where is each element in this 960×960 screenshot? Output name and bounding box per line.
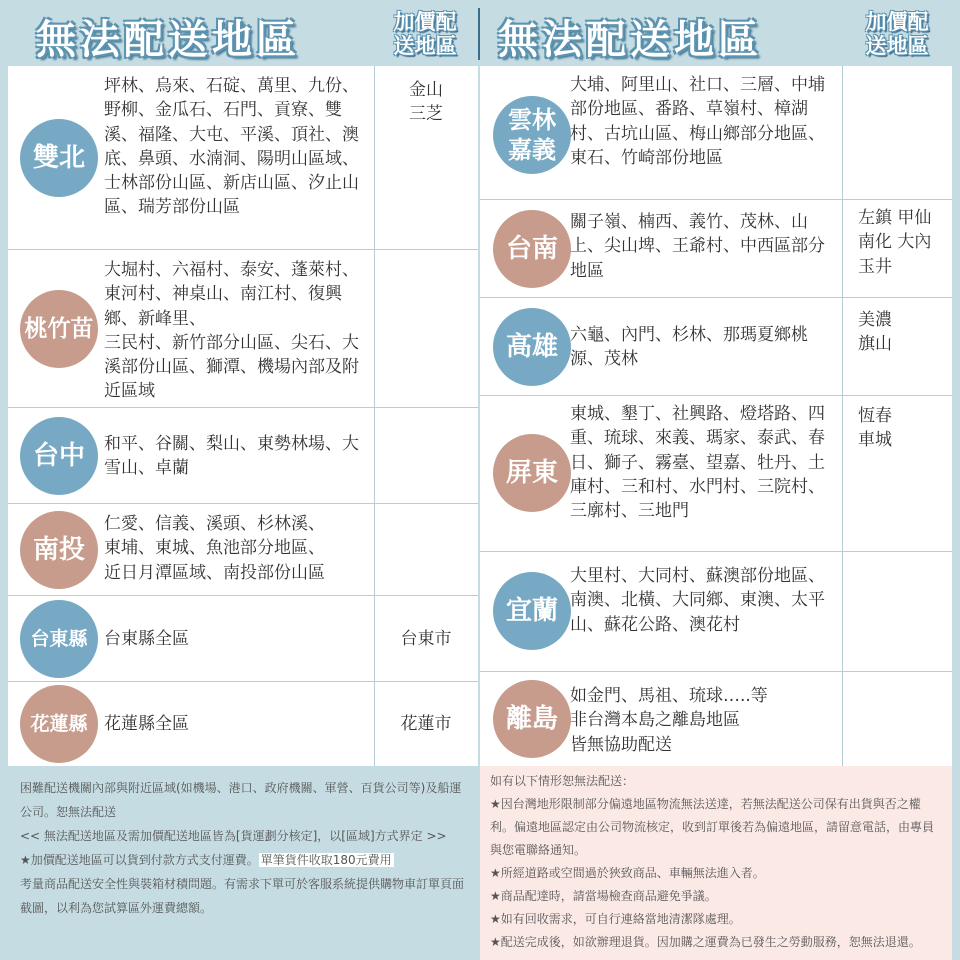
- header-divider: [478, 8, 480, 60]
- shipping-notes-left: [8, 766, 478, 960]
- surcharge-areas: 左鎮 甲仙 南化 大內 玉井: [858, 208, 932, 277]
- region-badge: 離島: [493, 680, 571, 758]
- region-areas: 如金門、馬祖、琉球…..等 非台灣本島之離島地區 皆無協助配送: [570, 686, 768, 755]
- right-title: 無法配送地區: [498, 17, 762, 63]
- right-surcharge-header-line1: 加價配: [865, 10, 929, 34]
- region-areas: 大堀村、六福村、泰安、蓬萊村、東河村、神桌山、南江村、復興鄉、新峰里、 三民村、新竹部分山區、尖石、大溪部份山區、獅潭、機場內部及附近區域: [104, 260, 359, 402]
- region-areas: 六龜、內門、杉林、那瑪夏鄉桃源、茂林: [570, 325, 808, 370]
- region-row-taitung: [8, 596, 478, 682]
- surcharge-areas: 花蓮市: [400, 714, 452, 734]
- region-row-yunlin-chiayi: [480, 66, 952, 200]
- right-surcharge-header-line2: 送地區: [865, 34, 929, 58]
- note-recycling: ★如有回收需求，可自行連絡當地清潔隊處理。: [490, 912, 741, 926]
- right-surcharge-header: [857, 10, 937, 58]
- region-row-tainan: [480, 200, 952, 298]
- region-row-nantou: [8, 504, 478, 596]
- left-surcharge-header: [385, 10, 465, 58]
- region-areas: 大埔、阿里山、社口、三層、中埔部份地區、番路、草嶺村、樟湖村、古坑山區、梅山鄉部分地區、東石、竹崎部份地區: [570, 75, 825, 168]
- note-difficult-delivery: 困難配送機關內部與附近區域(如機場、港口、政府機關、軍營、百貨公司等)及船運公司。恕無法配送: [20, 781, 462, 819]
- region-row-yilan: [480, 552, 952, 672]
- surcharge-areas: 恆春 車城: [858, 406, 892, 451]
- region-areas: 台東縣全區: [104, 629, 189, 649]
- note-terrain: ★因台灣地形限制部分偏遠地區物流無法送達，若無法配送公司保有出貨與否之權利。偏遠地區認定由公司物流核定，收到訂單後若為偏遠地區，請留意電話，由專員與您電聯絡通知。: [490, 797, 935, 857]
- note-surcharge-payment: [20, 848, 466, 872]
- region-row-shuangbei: [8, 66, 478, 250]
- region-areas: 關子嶺、楠西、義竹、茂林、山上、尖山埤、王爺村、中西區部分地區: [570, 212, 825, 281]
- right-region-table: [480, 66, 952, 766]
- region-row-taozhumiao: [8, 250, 478, 408]
- region-areas: 花蓮縣全區: [104, 714, 189, 734]
- left-surcharge-header-line2: 送地區: [393, 34, 457, 58]
- region-badge: 雙北: [20, 119, 98, 197]
- shipping-notes-right: [480, 766, 952, 960]
- region-badge: 南投: [20, 511, 98, 589]
- note-surcharge-fee-highlight: 單筆貨件收取180元費用: [260, 853, 392, 867]
- note-returns: ★配送完成後，如欲辦理退貨。因加購之運費為已發生之勞動服務，恕無法退還。: [490, 935, 921, 949]
- region-badge: 高雄: [493, 308, 571, 386]
- region-row-outlying-islands: [480, 672, 952, 766]
- note-packaging: 考量商品配送安全性與裝箱材積問題。有需求下單可於客服系統提供購物車訂單頁面截圖，以利為您試算區外運費總額。: [20, 877, 465, 915]
- region-badge: 宜蘭: [493, 572, 571, 650]
- surcharge-areas: 台東市: [400, 629, 452, 649]
- note-inspect-goods: ★商品配達時，請當場檢查商品避免爭議。: [490, 889, 717, 903]
- region-areas: 大里村、大同村、蘇澳部份地區、南澳、北橫、大同鄉、東澳、太平山、蘇花公路、澳花村: [570, 566, 825, 635]
- note-surcharge-text: ★加價配送地區可以貨到付款方式支付運費。: [20, 853, 259, 867]
- region-areas: 和平、谷關、梨山、東勢林場、大雪山、卓蘭: [104, 434, 359, 479]
- left-title: 無法配送地區: [36, 17, 300, 63]
- region-badge: 桃竹苗: [20, 290, 98, 368]
- region-row-hualien: [8, 682, 478, 766]
- left-surcharge-header-line1: 加價配: [393, 10, 457, 34]
- region-badge: 屏東: [493, 434, 571, 512]
- region-badge: 雲林 嘉義: [493, 96, 571, 174]
- region-row-kaohsiung: [480, 298, 952, 396]
- region-areas: 坪林、烏來、石碇、萬里、九份、野柳、金瓜石、石門、貢寮、雙溪、福隆、大屯、平溪、頂社、澳底、鼻頭、水湳洞、陽明山區域、士林部份山區、新店山區、汐止山區、瑞芳部份山區: [104, 76, 359, 218]
- region-badge: 台南: [493, 210, 571, 288]
- region-badge: 花蓮縣: [20, 685, 98, 763]
- region-areas: 仁愛、信義、溪頭、杉林溪、 東埔、東城、魚池部分地區、 近日月潭區域、南投部份山區: [104, 514, 325, 583]
- left-region-table: [8, 66, 478, 766]
- region-badge: 台中: [20, 417, 98, 495]
- note-heading: 如有以下情形恕無法配送：: [490, 774, 635, 788]
- note-region-definition: << 無法配送地區及需加價配送地區皆為[貨運劃分核定]，以[區域]方式界定 >>: [20, 829, 447, 843]
- region-areas: 東城、墾丁、社興路、燈塔路、四重、琉球、來義、瑪家、泰武、春日、獅子、霧臺、望嘉、牡丹、土庫村、三和村、水門村、三院村、三廓村、三地門: [570, 404, 825, 522]
- region-badge: 台東縣: [20, 600, 98, 678]
- region-row-taichung: [8, 408, 478, 504]
- note-narrow-roads: ★所經道路或空間過於狹致商品、車輛無法進入者。: [490, 866, 765, 880]
- surcharge-areas: 美濃 旗山: [858, 310, 892, 355]
- surcharge-areas: 金山 三芝: [409, 80, 443, 125]
- region-row-pingtung: [480, 396, 952, 552]
